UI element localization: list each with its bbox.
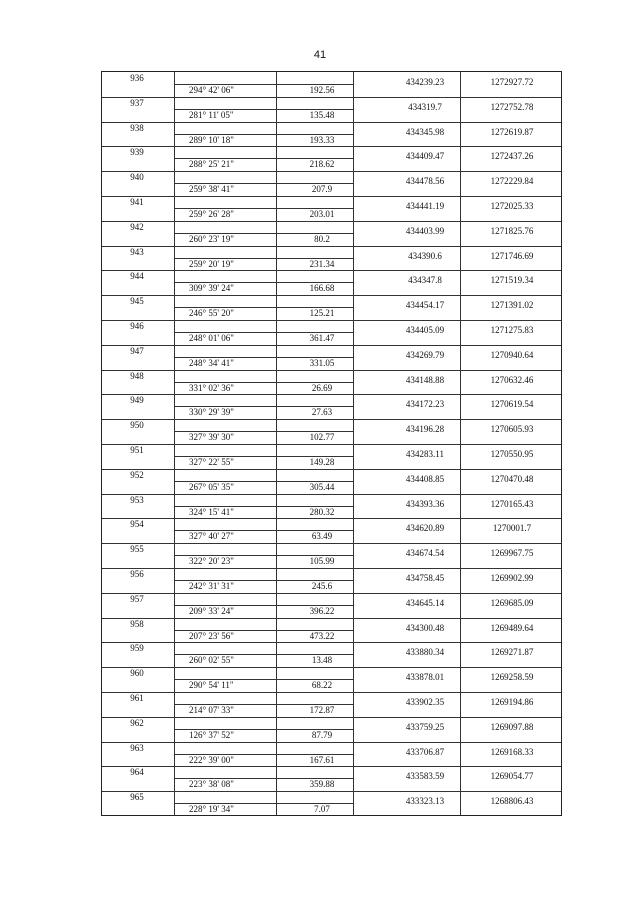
point-number: 954 (130, 519, 144, 530)
distance-value: 305.44 (309, 481, 335, 492)
bearing-angle: 260° 23' 19" (189, 233, 234, 244)
bearing-angle: 222° 39' 00" (189, 754, 234, 765)
table-row (102, 667, 561, 693)
bearing-angle: 214° 07' 33" (189, 705, 234, 715)
distance-value: 68.22 (311, 680, 333, 691)
point-number: 959 (130, 643, 144, 654)
point-number: 965 (130, 792, 144, 803)
x-coordinate: 434269.79 (405, 349, 445, 360)
x-coordinate: 434390.6 (408, 250, 442, 261)
x-coordinate: 434454.17 (405, 300, 445, 311)
y-coordinate: 1271825.76 (490, 225, 534, 236)
x-coordinate: 433880.34 (405, 647, 445, 658)
distance-value: 149.28 (309, 457, 335, 467)
table-row (102, 370, 561, 396)
row-sub-divider (174, 158, 353, 159)
y-coordinate: 1271275.83 (490, 325, 534, 335)
bearing-angle: 228° 19' 34" (189, 804, 234, 815)
x-coordinate: 434393.36 (405, 498, 445, 509)
point-number: 947 (130, 345, 144, 356)
bearing-angle: 246° 55' 20" (189, 308, 234, 319)
bearing-angle: 259° 38' 41" (189, 184, 234, 195)
row-sub-divider (174, 332, 353, 333)
point-number: 960 (130, 668, 144, 679)
x-coordinate: 434283.11 (406, 449, 444, 459)
point-number: 939 (130, 147, 144, 158)
table-row (102, 791, 561, 816)
distance-value: 80.2 (314, 233, 330, 244)
y-coordinate: 1271391.02 (490, 300, 534, 311)
y-coordinate: 1270165.43 (490, 498, 534, 509)
bearing-angle: 327° 39' 30" (189, 432, 234, 443)
row-sub-divider (174, 729, 353, 730)
bearing-angle: 331° 02' 36" (189, 382, 234, 393)
x-coordinate: 434758.45 (405, 573, 445, 583)
distance-value: 359.88 (309, 779, 335, 790)
distance-value: 218.62 (309, 159, 335, 170)
x-coordinate: 434300.48 (405, 622, 445, 633)
point-number: 956 (130, 569, 144, 579)
table-row (102, 72, 561, 98)
point-number: 936 (130, 73, 144, 83)
distance-value: 166.68 (309, 283, 335, 294)
y-coordinate: 1271519.34 (490, 275, 534, 286)
bearing-angle: 223° 38' 08" (189, 779, 234, 790)
x-coordinate: 433706.87 (405, 746, 445, 757)
y-coordinate: 1269489.64 (490, 622, 534, 633)
row-sub-divider (174, 258, 353, 259)
y-coordinate: 1270619.54 (490, 399, 534, 410)
y-coordinate: 1270605.93 (490, 424, 534, 435)
x-coordinate: 434408.85 (405, 473, 445, 484)
table-row (102, 742, 561, 768)
table-row (102, 568, 561, 594)
y-coordinate: 1272025.33 (490, 201, 534, 211)
bearing-angle: 207° 23' 56" (189, 630, 234, 641)
distance-value: 13.48 (311, 655, 333, 666)
row-sub-divider (174, 654, 353, 655)
table-row (102, 394, 561, 420)
distance-value: 473.22 (309, 630, 335, 641)
point-number: 964 (130, 767, 144, 778)
x-coordinate: 434478.56 (405, 176, 445, 187)
bearing-angle: 267° 05' 35" (189, 481, 234, 492)
point-number: 938 (130, 122, 144, 133)
table-row (102, 766, 561, 792)
table-row (102, 221, 561, 247)
row-sub-divider (174, 605, 353, 606)
distance-value: 172.87 (309, 705, 335, 715)
point-number: 957 (130, 593, 144, 604)
y-coordinate: 1269168.33 (490, 746, 534, 757)
distance-value: 7.07 (314, 804, 330, 815)
distance-value: 245.6 (311, 581, 333, 591)
x-coordinate: 434441.19 (405, 201, 445, 211)
y-coordinate: 1270550.95 (490, 449, 534, 459)
bearing-angle: 290° 54' 11" (189, 680, 234, 691)
y-coordinate: 1272752.78 (490, 101, 534, 112)
x-coordinate: 434347.8 (408, 275, 442, 286)
row-sub-divider (174, 679, 353, 680)
x-coordinate: 434239.23 (405, 77, 445, 87)
point-number: 949 (130, 395, 144, 406)
point-number: 955 (130, 544, 144, 555)
row-sub-divider (174, 778, 353, 779)
row-sub-divider (174, 208, 353, 209)
distance-value: 331.05 (309, 357, 335, 368)
y-coordinate: 1269054.77 (490, 771, 534, 782)
table-row (102, 717, 561, 743)
bearing-angle: 259° 20' 19" (189, 258, 234, 269)
table-row (102, 469, 561, 495)
table-row (102, 295, 561, 321)
y-coordinate: 1272927.72 (490, 77, 534, 87)
row-sub-divider (174, 754, 353, 755)
x-coordinate: 434403.99 (405, 225, 445, 236)
row-sub-divider (174, 183, 353, 184)
row-sub-divider (174, 357, 353, 358)
y-coordinate: 1269194.86 (490, 697, 534, 707)
point-number: 961 (130, 693, 144, 703)
point-number: 943 (130, 246, 144, 257)
x-coordinate: 434409.47 (405, 151, 445, 162)
bearing-angle: 327° 22' 55" (189, 457, 234, 467)
distance-value: 280.32 (309, 506, 335, 517)
table-row (102, 270, 561, 296)
bearing-angle: 260° 02' 55" (189, 655, 234, 666)
y-coordinate: 1269967.75 (490, 548, 534, 559)
table-row (102, 171, 561, 197)
y-coordinate: 1268806.43 (490, 796, 534, 807)
distance-value: 27.63 (311, 407, 333, 418)
bearing-angle: 289° 10' 18" (189, 134, 234, 145)
table-row (102, 196, 561, 222)
point-number: 953 (130, 494, 144, 505)
distance-value: 125.21 (309, 308, 335, 319)
point-number: 948 (130, 370, 144, 381)
table-row (102, 518, 561, 544)
distance-value: 193.33 (309, 134, 335, 145)
x-coordinate: 434674.54 (405, 548, 445, 559)
y-coordinate: 1269271.87 (490, 647, 534, 658)
row-sub-divider (174, 282, 353, 283)
x-coordinate: 434196.28 (405, 424, 445, 435)
point-number: 958 (130, 618, 144, 629)
distance-value: 26.69 (311, 382, 333, 393)
point-number: 950 (130, 420, 144, 431)
bearing-angle: 209° 33' 24" (189, 605, 234, 616)
bearing-angle: 242° 31' 31" (189, 581, 234, 591)
bearing-angle: 248° 01' 06" (189, 333, 234, 343)
x-coordinate: 433878.01 (405, 672, 445, 683)
row-sub-divider (174, 233, 353, 234)
y-coordinate: 1269097.88 (490, 721, 534, 732)
point-number: 951 (130, 445, 144, 455)
page-number: 41 (313, 49, 327, 61)
x-coordinate: 434172.23 (405, 399, 445, 410)
table-row (102, 593, 561, 619)
table-row (102, 97, 561, 123)
distance-value: 167.61 (309, 754, 335, 765)
point-number: 952 (130, 469, 144, 480)
distance-value: 63.49 (311, 531, 333, 542)
row-sub-divider (174, 555, 353, 556)
distance-value: 207.9 (311, 184, 333, 195)
table-row (102, 146, 561, 172)
x-coordinate: 434148.88 (405, 374, 445, 385)
distance-value: 396.22 (309, 605, 335, 616)
row-sub-divider (174, 134, 353, 135)
bearing-angle: 330° 29' 39" (189, 407, 234, 418)
table-row (102, 122, 561, 148)
point-number: 937 (130, 97, 144, 108)
bearing-angle: 248° 34' 41" (189, 357, 234, 368)
point-number: 942 (130, 221, 144, 232)
y-coordinate: 1270470.48 (490, 473, 534, 484)
x-coordinate: 434645.14 (405, 597, 445, 608)
row-sub-divider (174, 630, 353, 631)
y-coordinate: 1270632.46 (490, 374, 534, 385)
y-coordinate: 1270940.64 (490, 349, 534, 360)
point-number: 946 (130, 321, 144, 331)
table-row (102, 419, 561, 445)
x-coordinate: 433323.13 (405, 796, 445, 807)
bearing-angle: 126° 37' 52" (189, 729, 234, 740)
distance-value: 102.77 (309, 432, 335, 443)
row-sub-divider (174, 109, 353, 110)
x-coordinate: 434620.89 (405, 523, 445, 534)
y-coordinate: 1272437.26 (490, 151, 534, 162)
coordinates-table (101, 71, 562, 816)
y-coordinate: 1271746.69 (490, 250, 534, 261)
table-row (102, 494, 561, 520)
row-sub-divider (174, 406, 353, 407)
y-coordinate: 1272619.87 (490, 126, 534, 137)
point-number: 944 (130, 271, 144, 282)
row-sub-divider (174, 803, 353, 804)
row-sub-divider (174, 704, 353, 705)
y-coordinate: 1269685.09 (490, 597, 534, 608)
x-coordinate: 433759.25 (405, 721, 445, 732)
distance-value: 87.79 (311, 729, 333, 740)
table-row (102, 642, 561, 668)
distance-value: 192.56 (309, 85, 335, 95)
table-row (102, 618, 561, 644)
x-coordinate: 434319.7 (408, 101, 442, 112)
row-sub-divider (174, 580, 353, 581)
distance-value: 203.01 (309, 209, 335, 219)
bearing-angle: 324° 15' 41" (189, 506, 234, 517)
y-coordinate: 1269258.59 (490, 672, 534, 683)
distance-value: 105.99 (309, 556, 335, 567)
bearing-angle: 288° 25' 21" (189, 159, 234, 170)
x-coordinate: 434345.98 (405, 126, 445, 137)
bearing-angle: 309° 39' 24" (189, 283, 234, 294)
table-row (102, 246, 561, 272)
table-row (102, 692, 561, 718)
table-row (102, 320, 561, 346)
table-row (102, 543, 561, 569)
bearing-angle: 259° 26' 28" (189, 209, 234, 219)
distance-value: 231.34 (309, 258, 335, 269)
distance-value: 135.48 (309, 109, 335, 120)
y-coordinate: 1269902.99 (490, 573, 534, 583)
row-sub-divider (174, 84, 353, 85)
point-number: 962 (130, 717, 144, 728)
y-coordinate: 1270001.7 (492, 523, 532, 534)
y-coordinate: 1272229.84 (490, 176, 534, 187)
table-row (102, 444, 561, 470)
x-coordinate: 433583.59 (405, 771, 445, 782)
point-number: 940 (130, 172, 144, 183)
x-coordinate: 433902.35 (405, 697, 445, 707)
x-coordinate: 434405.09 (405, 325, 445, 335)
bearing-angle: 322° 20' 23" (189, 556, 234, 567)
bearing-angle: 327° 40' 27" (189, 531, 234, 542)
row-sub-divider (174, 481, 353, 482)
bearing-angle: 294° 42' 06" (189, 85, 234, 95)
table-row (102, 345, 561, 371)
distance-value: 361.47 (309, 333, 335, 343)
bearing-angle: 281° 11' 05" (189, 109, 234, 120)
row-sub-divider (174, 307, 353, 308)
row-sub-divider (174, 530, 353, 531)
row-sub-divider (174, 431, 353, 432)
point-number: 963 (130, 742, 144, 753)
point-number: 945 (130, 296, 144, 307)
row-sub-divider (174, 382, 353, 383)
row-sub-divider (174, 456, 353, 457)
point-number: 941 (130, 197, 144, 207)
row-sub-divider (174, 506, 353, 507)
